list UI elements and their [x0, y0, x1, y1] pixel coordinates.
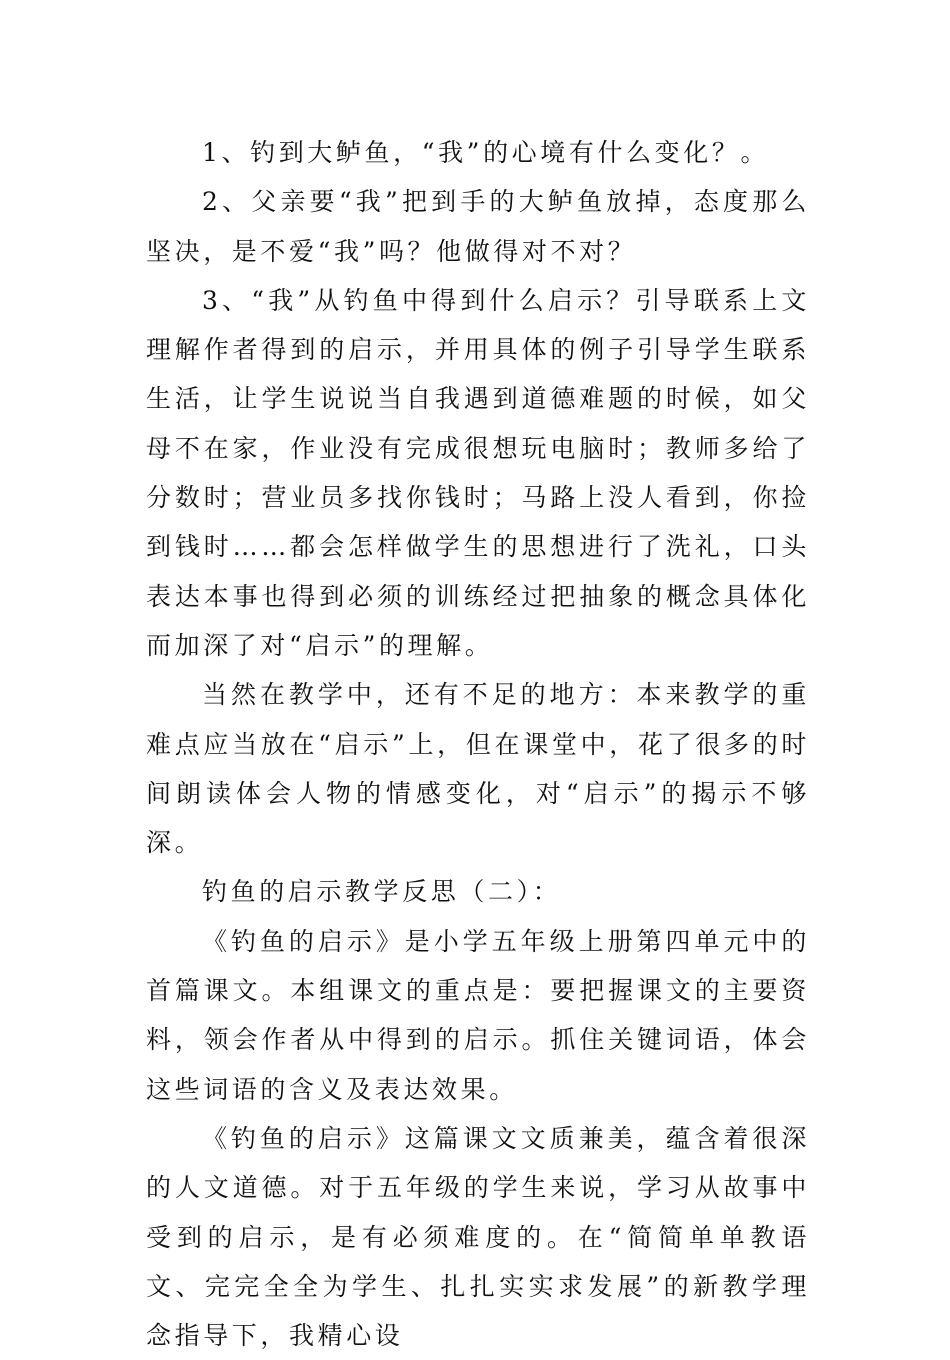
- paragraph-intro: 《钓鱼的启示》是小学五年级上册第四单元中的首篇课文。本组课文的重点是：要把握课文的主要资料，领会作者从中得到的启示。抓住关键词语，体会这些词语的含义及表达效果。: [146, 926, 810, 1104]
- section-heading: 钓鱼的启示教学反思（二）：: [202, 877, 562, 907]
- paragraph-question-3: 3、“我”从钓鱼中得到什么启示？引导联系上文理解作者得到的启示，并用具体的例子引导学生联系生活，让学生说说当自我遇到道德难题的时候，如父母不在家，作业没有完成很想玩电脑时；教师多给了分数时；营业员多找你钱时；马路上没人看到，你捡到钱时……都会怎样做学生的思想进行了洗礼，口头表达本事也得到必须的训练经过把抽象的概念具体化而加深了对“启示”的理解。: [146, 285, 810, 660]
- document-body: [146, 128, 810, 1360]
- paragraph-question-1: 1、钓到大鲈鱼，“我”的心境有什么变化？。: [202, 138, 770, 167]
- paragraph-question-2: 2、父亲要“我”把到手的大鲈鱼放掉，态度那么坚决，是不爱“我”吗？他做得对不对？: [146, 187, 810, 266]
- paragraph-shortcomings: 当然在教学中，还有不足的地方：本来教学的重难点应当放在“启示”上，但在课堂中，花了很多的时间朗读体会人物的情感变化，对“启示”的揭示不够深。: [146, 680, 810, 858]
- paragraph-reflection: 《钓鱼的启示》这篇课文文质兼美，蕴含着很深的人文道德。对于五年级的学生来说，学习从故事中受到的启示，是有必须难度的。在“简简单单教语文、完完全全为学生、扎扎实实求发展”的新教学理念指导下，我精心设: [146, 1123, 810, 1351]
